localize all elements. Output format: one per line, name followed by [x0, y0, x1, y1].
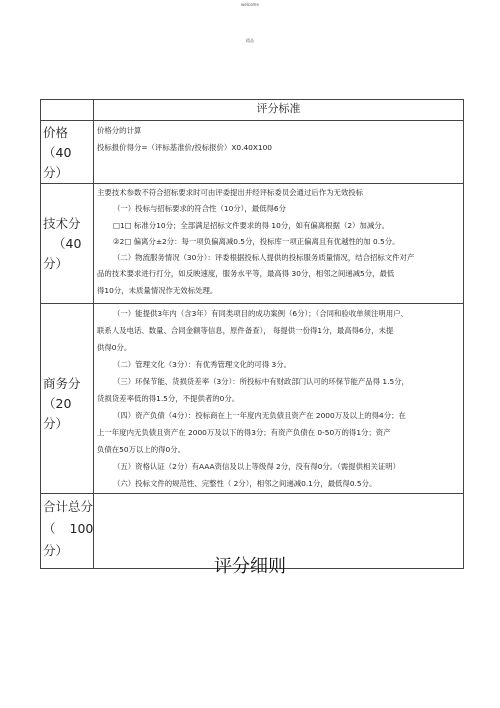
table-title: 评分标准 [94, 100, 464, 121]
tech-label: 技术分 （40 分） [41, 184, 94, 304]
biz-row [41, 304, 464, 494]
tech-line: □1□ 标准分10分；全部满足招标文件要求的得 10分，如有偏离根据（2）加减分。 [113, 220, 389, 230]
blank-corner-cell [41, 100, 94, 121]
tech-content [94, 184, 464, 304]
tech-row [41, 184, 464, 304]
biz-line: 联系人及电话、数量、合同金额等信息，原件备查）， 每提供一份得1分，最高得6分，未提 [97, 326, 394, 335]
tech-line: ②2□ 偏离分±2分：每一项负偏离减0.5分，投标库一项正偏离且有优越性的加 0.5分。 [113, 236, 400, 246]
biz-line: 负债在50万以上的得0分。 [97, 445, 186, 454]
tech-line: （一）投标与招标要求的符合性（10分），最低得6分 [113, 204, 287, 214]
biz-line: （三）环保节能、货损货差率（3分）：所投标中有财政部门认可的环保节能产品得 1.5分， [113, 377, 409, 386]
price-label: 价格（40 分） [41, 121, 94, 184]
biz-line: （二）管理文化（3分）：有优秀管理文化的可得 3分。 [113, 360, 292, 369]
tech-line: （二）物流服务情况（30分）：评委根据投标人提供的投标服务质量情况，结合招标文件对产 [113, 253, 415, 263]
biz-line: （六）投标文件的规范性、完整性（ 2分），相邻之间递减0.1分，最低得0.5分。 [113, 479, 377, 488]
biz-line: 上一年度内无负债且资产在 2000万及以下的得3分；有资产负债在 0-50万的得1分；资产 [97, 428, 391, 437]
tech-line: 品的技术要求进行打分，如反映速度，服务水平等，最高得 30分，相邻之间递减5分，最低 [97, 269, 395, 279]
header-top-text: welcome [241, 2, 259, 7]
price-content [94, 121, 464, 184]
tech-line: 主要技术参数不符合招标要求时可由评委提出并经评标委员会通过后作为无效投标 [97, 188, 364, 197]
scoring-table [40, 99, 464, 569]
biz-line: （四）资产负债（4分）：投标商在上一年度内无负债且资产在 2000万及以上的得4分；在 [113, 411, 406, 420]
total-label: 合计总分 （ 100 分） [41, 494, 94, 569]
biz-line: 货损货差率低的得1.5分，不提供者的0分。 [97, 394, 240, 403]
price-line: 价格分的计算 [97, 126, 142, 135]
biz-content [94, 304, 464, 494]
biz-line: （一）能提供3年内（含3年）有同类项目的成功案例（6分）；（合同和验收单须注明用户、 [113, 309, 408, 318]
biz-line: （五）资格认证（2分）有AAA资信及以上等级得 2分，没有得0分。（需提供相关证明） [113, 462, 401, 471]
section-title: 评分细则 [214, 556, 286, 577]
biz-label: 商务分 （20 分） [41, 304, 94, 494]
header-mid-text: 精品 [246, 38, 254, 43]
price-line: 投标报价得分=（评标基准价/投标报价）X0.40X100 [97, 143, 273, 152]
price-row [41, 121, 464, 184]
biz-line: 供得0分。 [97, 343, 132, 352]
tech-line: 得10分，未质量情况作无效标处理。 [97, 285, 218, 295]
